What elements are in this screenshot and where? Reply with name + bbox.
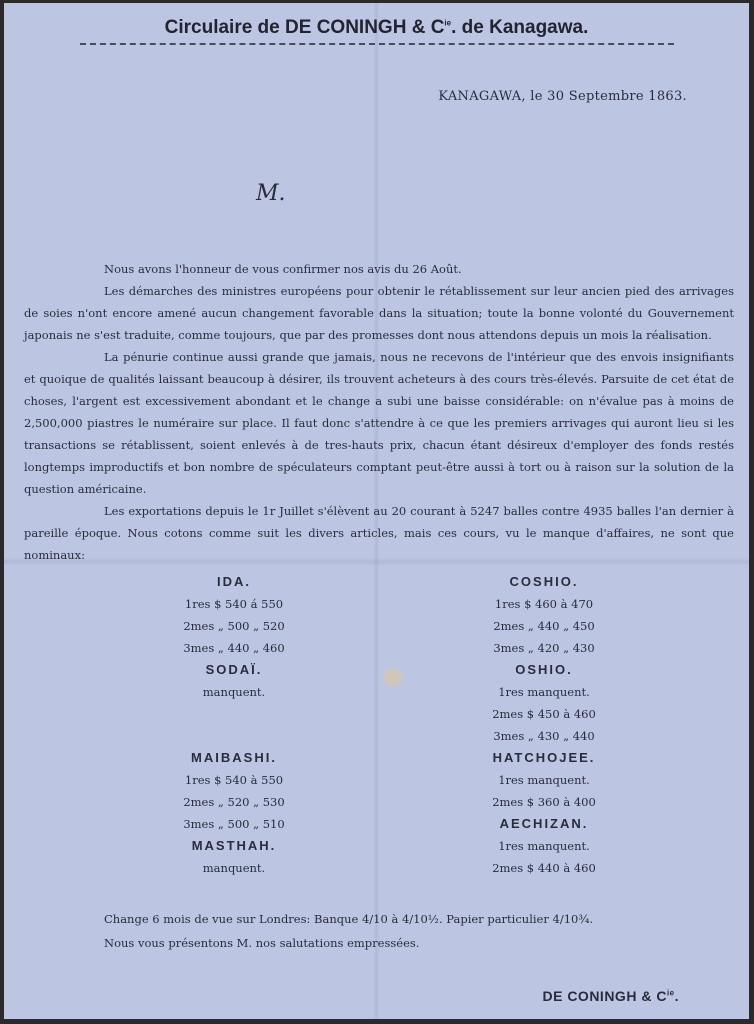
- paragraph-1: Nous avons l'honneur de vous confirmer nos avis du 26 Août.: [104, 262, 462, 276]
- closing-line: Nous vous présentons M. nos salutations empressées.: [104, 936, 420, 950]
- price-column-right: [394, 571, 694, 879]
- paragraph-4: Les exportations depuis le 1r Juillet s'élèvent au 20 courant à 5247 balles contre 4935 balles l'an dernier à pareille époque. Nous cotons comme suit les divers articles, mais ces cours, vu le manque d'affaires, ne sont que nominaux:: [24, 504, 734, 562]
- paragraph-2: Les démarches des ministres européens pour obtenir le rétablissement sur leur ancien pied des arrivages de soies n'ont encore amené aucun changement favorable dans la situation; toute la bonne volonté du Gouvernement japonais ne s'est traduite, comme toujours, que par des promesses dont nous attendons depuis un mois la réalisation.: [24, 284, 734, 342]
- letter-header: [4, 17, 749, 39]
- paper-stain: [382, 667, 404, 687]
- header-title-part-c: . de Kanagawa.: [451, 17, 589, 38]
- item-hatchojee: [394, 747, 694, 813]
- dateline: KANAGAWA, le 30 Septembre 1863.: [438, 89, 687, 104]
- price-line: 1res manquent.: [498, 839, 590, 853]
- header-title-firm: DE CONINGH & C: [285, 17, 445, 38]
- item-name: MAIBASHI.: [191, 750, 277, 765]
- header-rule: [80, 43, 674, 45]
- item-coshio: [394, 571, 694, 659]
- price-line: 1res manquent.: [498, 773, 590, 787]
- price-line: 2mes $ 360 à 400: [492, 795, 596, 809]
- price-line: 1res $ 540 á 550: [184, 597, 284, 611]
- item-ida: [84, 571, 384, 659]
- price-line: manquent.: [202, 861, 266, 875]
- item-name: HATCHOJEE.: [492, 750, 596, 765]
- header-title-sup: ie: [444, 18, 452, 28]
- item-name: MASTHAH.: [191, 838, 277, 853]
- signature-end: .: [674, 988, 679, 1004]
- header-title-part-a: Circulaire de: [164, 17, 286, 38]
- letter-body: [24, 258, 734, 566]
- price-line: 2mes „ 440 „ 450: [493, 619, 595, 633]
- item-name: OSHIO.: [515, 662, 573, 677]
- letter-footer: [104, 907, 593, 955]
- price-line: 3mes „ 440 „ 460: [183, 641, 285, 655]
- price-line: 1res $ 540 à 550: [184, 773, 284, 787]
- price-line: 3mes „ 500 „ 510: [183, 817, 285, 831]
- price-line: 1res manquent.: [498, 685, 590, 699]
- signature-firm: DE CONINGH & C: [542, 988, 667, 1004]
- item-aechizan: [394, 813, 694, 879]
- letter-sheet: [4, 3, 749, 1019]
- price-line: manquent.: [202, 685, 266, 699]
- salutation: M.: [256, 181, 286, 206]
- item-masthah: [84, 835, 384, 879]
- spacer: [84, 703, 384, 725]
- price-line: 2mes $ 440 à 460: [492, 861, 596, 875]
- signature-sup: ie: [666, 988, 675, 998]
- item-name: IDA.: [217, 574, 251, 589]
- paragraph-3: La pénurie continue aussi grande que jamais, nous ne recevons de l'intérieur que des envois insignifiants et quoique de qualités laissant beaucoup à désirer, ils trouvent acheteurs à des cours très-élevés. Parsuite de cet état de choses, l'argent est excessivement abondant et le change a subi une baisse considérable: on n'évalue pas à moins de 2,500,000 piastres le numéraire sur place. Il faut donc s'attendre à ce que les premiers arrivages qui auront lieu si les transactions se rétablissent, soient enlevés à de tres-hauts prix, chacun étant désireux d'employer des fonds restés longtemps improductifs et bon nombre de spéculateurs comptant peut-être aussi à tort ou à raison sur la solution de la question américaine.: [24, 350, 734, 496]
- price-line: 2mes „ 520 „ 530: [183, 795, 285, 809]
- signature: [542, 988, 679, 1004]
- item-name: SODAÏ.: [205, 662, 263, 677]
- price-line: 3mes „ 420 „ 430: [493, 641, 595, 655]
- item-oshio: [394, 659, 694, 747]
- price-line: 3mes „ 430 „ 440: [493, 729, 595, 743]
- price-line: 2mes „ 500 „ 520: [183, 619, 285, 633]
- exchange-rate-line: Change 6 mois de vue sur Londres: Banque 4/10 à 4/10½. Papier particulier 4/10¾.: [104, 912, 594, 926]
- item-name: COSHIO.: [509, 574, 579, 589]
- price-line: 2mes $ 450 à 460: [492, 707, 596, 721]
- item-maibashi: [84, 747, 384, 835]
- item-sodai: [84, 659, 384, 747]
- spacer: [84, 725, 384, 747]
- price-line: 1res $ 460 à 470: [494, 597, 594, 611]
- item-name: AECHIZAN.: [499, 816, 589, 831]
- price-column-left: [84, 571, 384, 879]
